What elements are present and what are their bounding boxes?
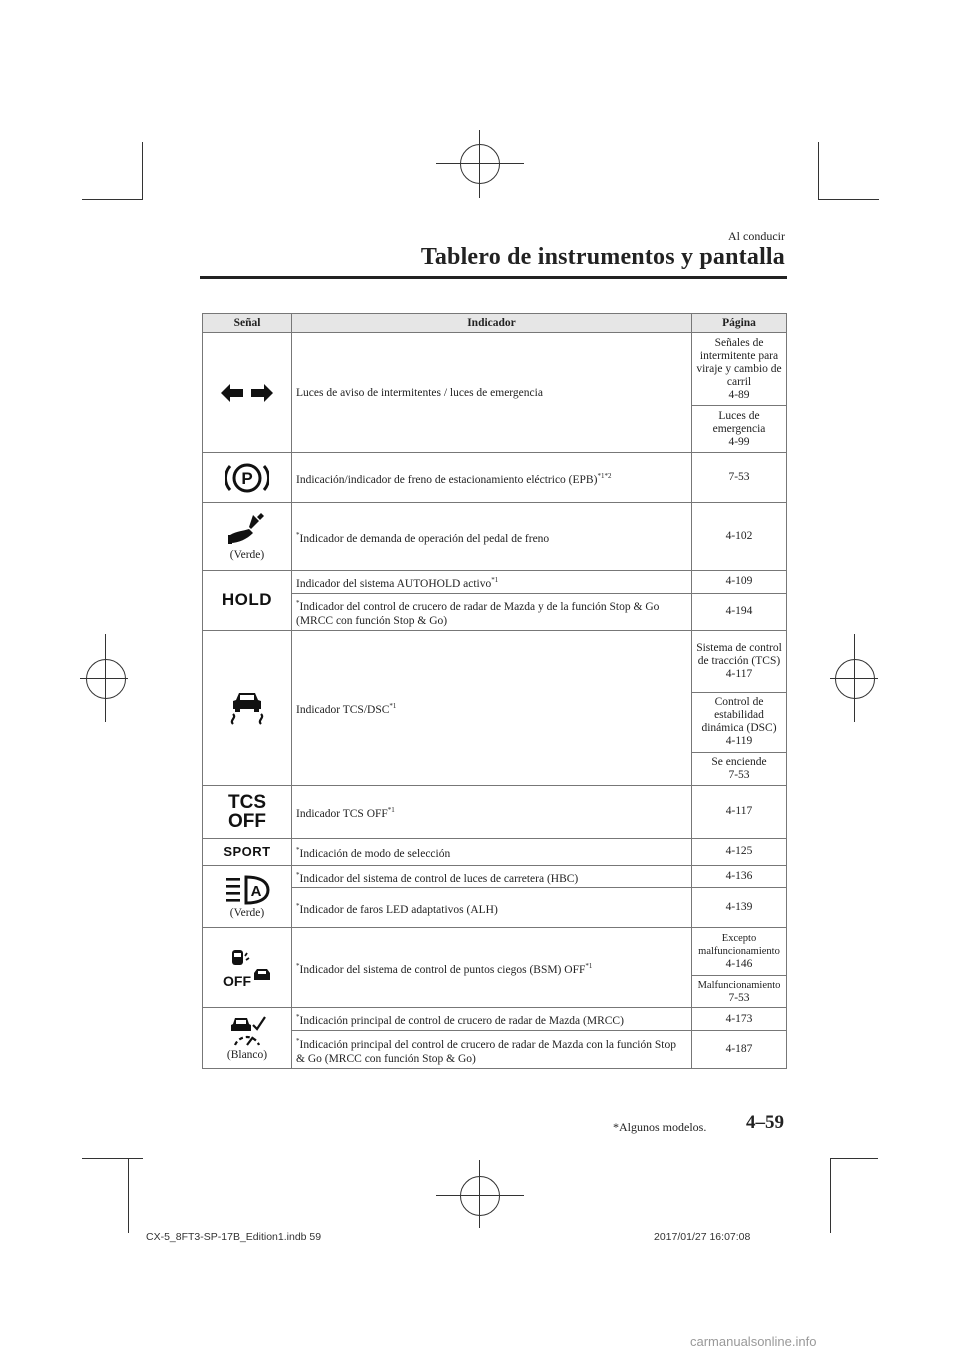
- table-row: [203, 865, 787, 888]
- indicator-cell: Indicador del sistema AUTOHOLD activo$^{*1}$: [292, 571, 692, 594]
- indicator-cell: *Indicador del sistema de control de puntos ciegos (BSM) OFF$^{*1}$: [292, 928, 692, 1008]
- indicator-cell: Indicación/indicador de freno de estacionamiento eléctrico (EPB)$^{*1*2}$: [292, 453, 692, 503]
- svg-text:OFF: OFF: [223, 972, 251, 988]
- page-ref: Sistema de control de tracción (TCS) 4-117: [692, 630, 787, 692]
- table-row: [203, 503, 787, 571]
- table-row: [203, 571, 787, 594]
- hold-text-icon: HOLD: [221, 590, 273, 610]
- sport-text-icon: SPORT: [223, 844, 271, 860]
- page-ref: Luces de emergencia 4-99: [692, 406, 787, 453]
- color-caption: (Verde): [229, 548, 265, 561]
- page-ref: 4-102: [692, 503, 787, 571]
- blind-spot-off-icon: [203, 928, 292, 1008]
- table-row: [203, 453, 787, 503]
- indicator-text: Luces de aviso de intermitentes / luces de emergencia: [292, 333, 692, 453]
- page-ref: 4-187: [692, 1031, 787, 1069]
- table-row: [203, 333, 787, 406]
- job-info: CX-5_8FT3-SP-17B_Edition1.indb 59: [146, 1231, 322, 1243]
- turn-signal-arrows-icon: [203, 333, 292, 453]
- page-ref: 4-136: [692, 865, 787, 888]
- page-title: Tablero de instrumentos y pantalla: [420, 244, 785, 270]
- page-ref: 4-173: [692, 1008, 787, 1031]
- indicator-cell: *Indicador de faros LED adaptativos (ALH): [292, 888, 692, 928]
- signal-cell: [203, 1008, 292, 1069]
- page-number: 4–59: [746, 1112, 784, 1133]
- watermark: carmanualsonline.info: [690, 1334, 817, 1349]
- table-row: [203, 928, 787, 976]
- col-header-indicator: Indicador: [292, 314, 692, 333]
- parking-brake-p-icon: [203, 453, 292, 503]
- auto-high-beam-icon: [224, 875, 270, 905]
- page-ref: Control de estabilidad dinámica (DSC) 4-119: [692, 692, 787, 752]
- table-row: [203, 838, 787, 865]
- page-ref: 4-109: [692, 571, 787, 594]
- indicator-cell: *Indicación principal del control de crucero de radar de Mazda con la función Stop & Go (MRCC con función Stop & Go): [292, 1031, 692, 1069]
- table-row: [203, 630, 787, 692]
- svg-text:P: P: [241, 468, 253, 488]
- radar-cruise-car-icon: [227, 1015, 267, 1047]
- section-label: Al conducir: [728, 229, 785, 243]
- indicator-cell: *Indicador del control de crucero de radar de Mazda y de la función Stop & Go (MRCC con función Stop & Go): [292, 593, 692, 630]
- page-ref: 4-117: [692, 785, 787, 838]
- table-header-row: [203, 314, 787, 333]
- footnote: *Algunos modelos.: [613, 1120, 707, 1134]
- table-row: [203, 1008, 787, 1031]
- page-ref: 7-53: [692, 453, 787, 503]
- indicator-cell: *Indicación de modo de selección: [292, 838, 692, 865]
- signal-cell: [203, 865, 292, 928]
- page-ref: 4-139: [692, 888, 787, 928]
- table-row: [203, 785, 787, 838]
- color-caption: (Verde): [229, 906, 265, 919]
- signal-cell: [203, 503, 292, 571]
- indicator-cell: *Indicación principal de control de crucero de radar de Mazda (MRCC): [292, 1008, 692, 1031]
- col-header-signal: Señal: [203, 314, 292, 333]
- indicator-table: [202, 313, 787, 1069]
- col-header-page: Página: [692, 314, 787, 333]
- title-rule: [200, 276, 787, 279]
- svg-text:A: A: [250, 882, 262, 900]
- page-ref: 4-194: [692, 593, 787, 630]
- brake-pedal-foot-icon: [227, 513, 267, 547]
- print-timestamp: 2017/01/27 16:07:08: [654, 1231, 751, 1243]
- skidding-car-icon: [203, 630, 292, 785]
- signal-cell: [203, 838, 292, 865]
- page-ref: 4-125: [692, 838, 787, 865]
- page-ref: Se enciende 7-53: [692, 752, 787, 785]
- signal-cell: [203, 571, 292, 631]
- color-caption: (Blanco): [226, 1049, 268, 1062]
- indicator-cell: Indicador TCS/DSC$^{*1}$: [292, 630, 692, 785]
- tcs-off-text-icon: TCS OFF: [203, 785, 292, 838]
- page-ref: Malfuncionamiento 7-53: [692, 976, 787, 1008]
- page-ref: Excepto malfuncionamiento 4-146: [692, 928, 787, 976]
- indicator-cell: *Indicador de demanda de operación del pedal de freno: [292, 503, 692, 571]
- indicator-cell: Indicador TCS OFF$^{*1}$: [292, 785, 692, 838]
- indicator-cell: *Indicador del sistema de control de luces de carretera (HBC): [292, 865, 692, 888]
- page-ref: Señales de intermitente para viraje y cambio de carril 4-89: [692, 333, 787, 406]
